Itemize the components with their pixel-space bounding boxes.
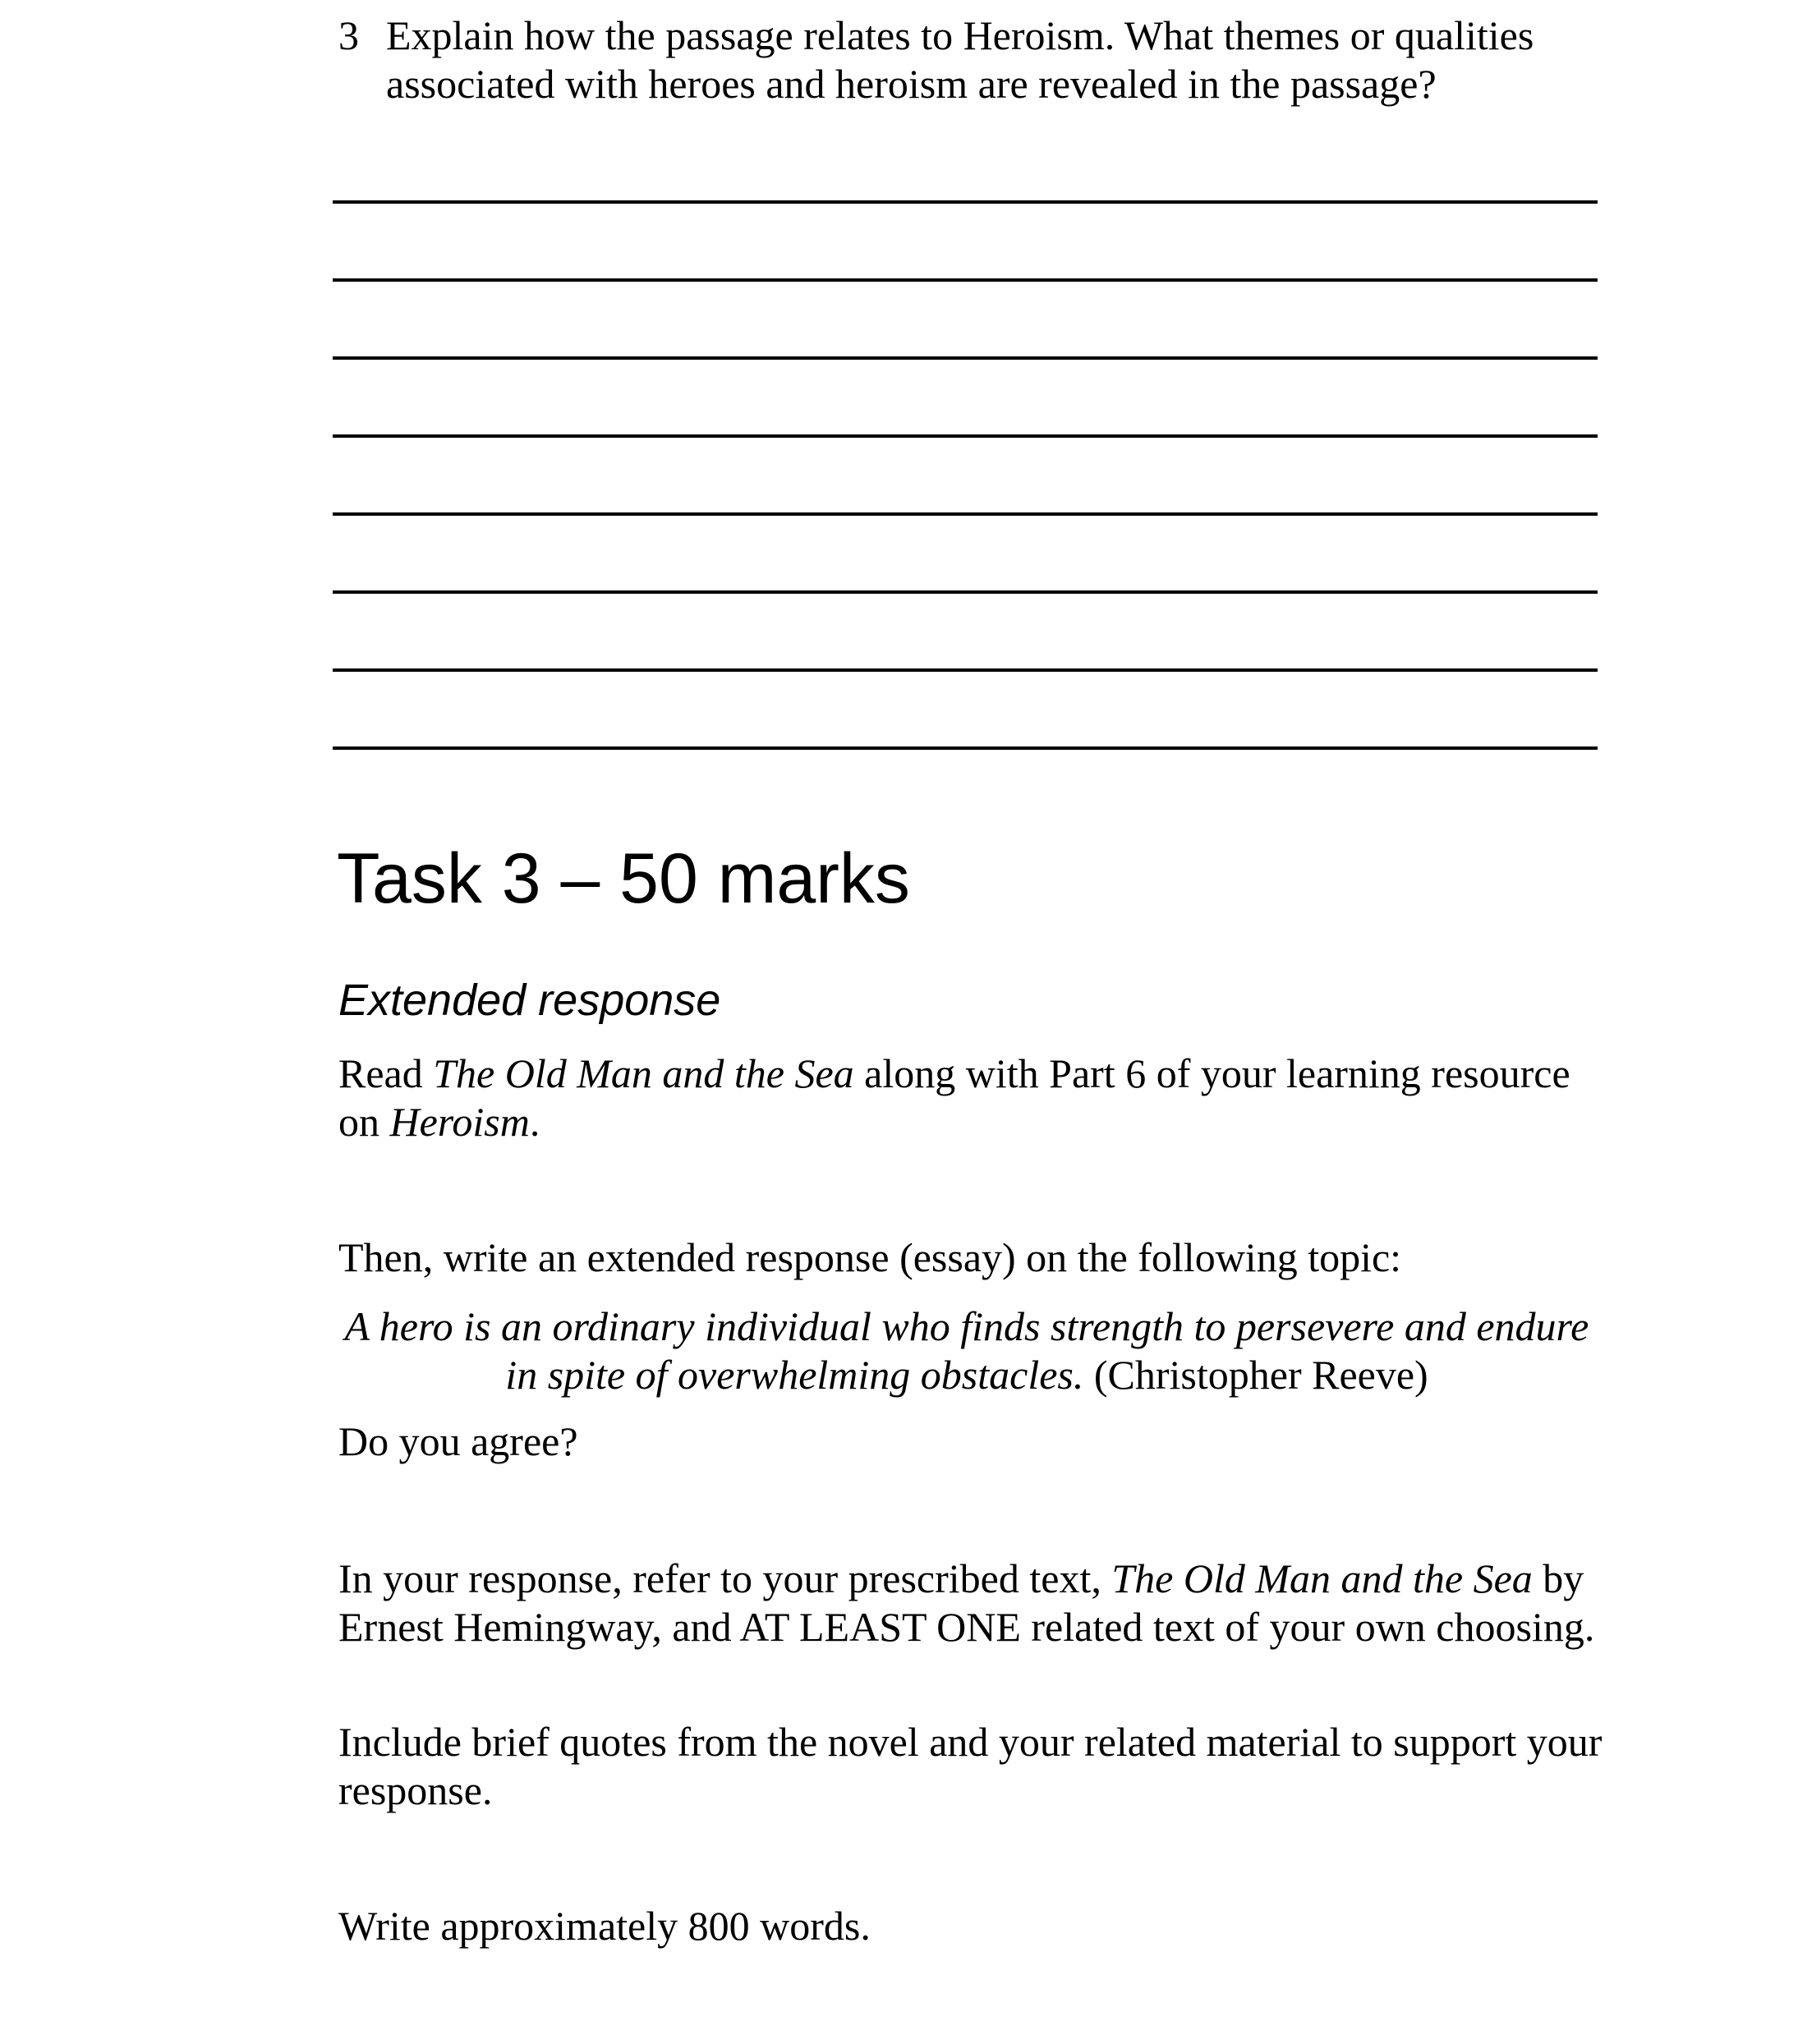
book-title: The Old Man and the Sea	[433, 1050, 854, 1096]
read-instruction	[338, 1050, 1620, 1146]
word-count-instruction: Write approximately 800 words.	[338, 1903, 871, 1949]
read-suffix: .	[529, 1099, 540, 1145]
task-3-subheading: Extended response	[338, 976, 721, 1025]
book-title: The Old Man and the Sea	[1111, 1555, 1533, 1601]
answer-line[interactable]	[333, 512, 1598, 516]
quote-attribution: (Christopher Reeve)	[1083, 1352, 1428, 1398]
include-instruction: Include brief quotes from the novel and your related material to support your response.	[338, 1719, 1603, 1813]
answer-line[interactable]	[333, 200, 1598, 204]
refer-instruction	[338, 1555, 1620, 1651]
then-instruction: Then, write an extended response (essay) on the following topic:	[338, 1234, 1402, 1280]
answer-line[interactable]	[333, 434, 1598, 438]
read-prefix: Read	[338, 1050, 434, 1096]
answer-line[interactable]	[333, 668, 1598, 672]
answer-line[interactable]	[333, 746, 1598, 750]
answer-line[interactable]	[333, 356, 1598, 360]
quote-text: A hero is an ordinary individual who finds strength to persevere and endure in spite of overwhelming obstacles.	[344, 1303, 1589, 1398]
agree-prompt: Do you agree?	[338, 1418, 578, 1464]
question-number: 3	[338, 12, 359, 58]
question-text: Explain how the passage relates to Heroism. What themes or qualities associated with heroes and heroism are revealed in the passage?	[386, 12, 1534, 107]
read-middle: along with Part 6 of your learning resource on	[338, 1050, 1570, 1145]
refer-suffix: by Ernest Hemingway, and AT LEAST ONE related text of your own choosing.	[338, 1555, 1595, 1650]
question-3	[338, 11, 1620, 108]
answer-line[interactable]	[333, 590, 1598, 594]
task-3-title: Task 3 – 50 marks	[337, 839, 910, 918]
refer-prefix: In your response, refer to your prescribed text,	[338, 1555, 1112, 1601]
answer-line[interactable]	[333, 278, 1598, 282]
topic-quote	[338, 1302, 1595, 1399]
topic-title: Heroism	[389, 1099, 530, 1145]
